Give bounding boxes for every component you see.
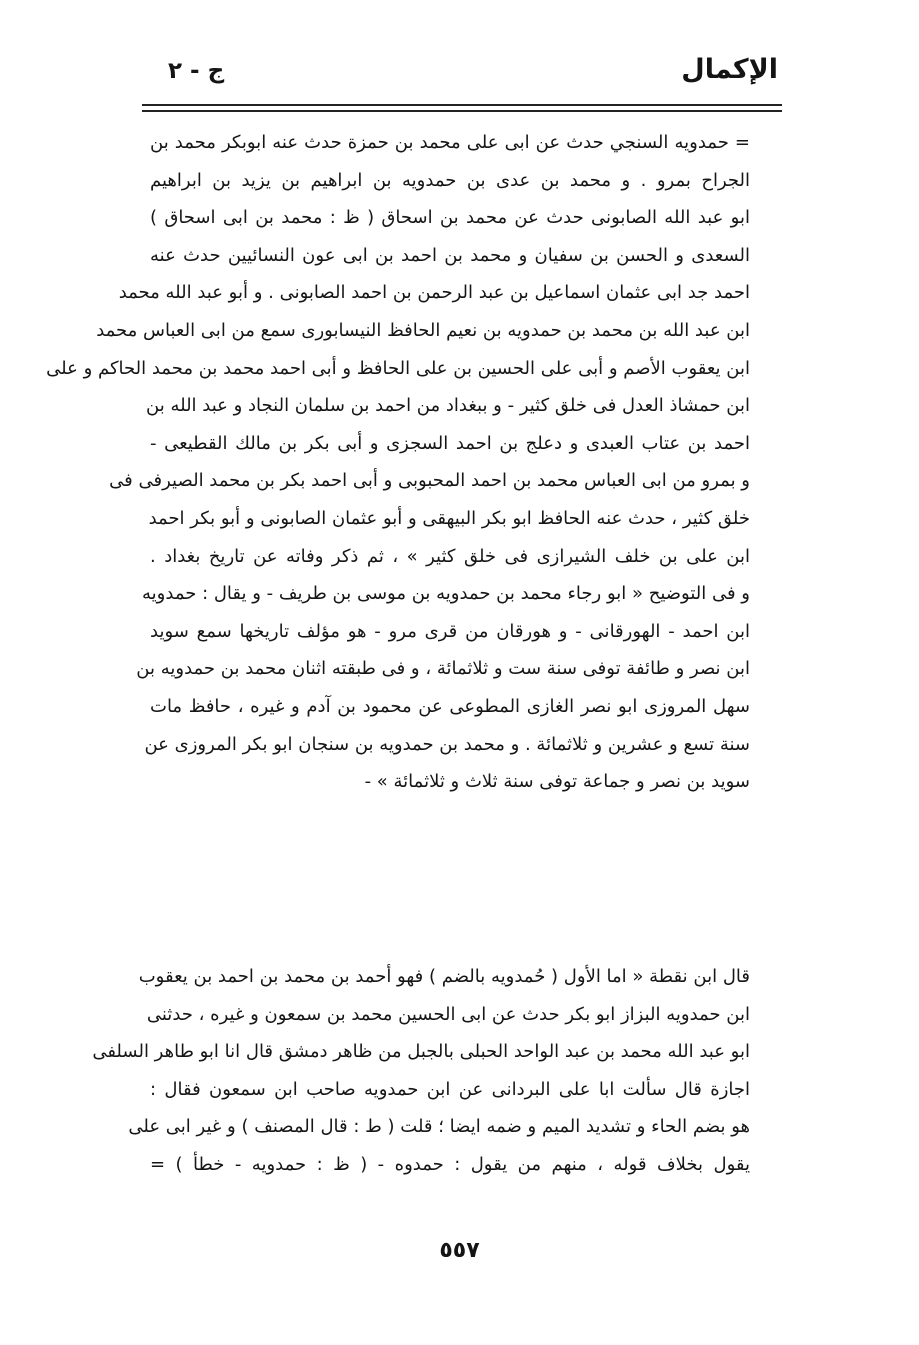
text-line: سنة تسع و عشرين و ثلاثمائة . و محمد بن حمدويه بن سنجان ابو بكر المروزى عن xyxy=(144,733,750,755)
paragraph-1 xyxy=(46,124,750,801)
running-title: الإكمال xyxy=(681,54,778,85)
text-line: ابن حمشاذ العدل فى خلق كثير - و ببغداد من احمد بن سلمان النجاد و عبد الله بن xyxy=(146,395,750,417)
text-line: ابن احمد - الهورقانى - و هورقان من قرى مرو - هو مؤلف تاريخها سمع سويد xyxy=(150,620,750,642)
text-line: ابن يعقوب الأصم و أبى على الحسين بن على الحافظ و أبى احمد محمد بن محمد الحاكم و على xyxy=(46,357,750,379)
text-line: و فى التوضيح « ابو رجاء محمد بن حمدويه بن موسى بن طريف - و يقال : حمدويه xyxy=(142,583,750,605)
text-line: سهل المروزى ابو نصر الغازى المطوعى عن محمود بن آدم و غيره ، حافظ مات xyxy=(150,695,750,717)
text-line: الجراح بمرو . و محمد بن عدى بن حمدويه بن ابراهيم بن يزيد بن ابراهيم xyxy=(150,169,750,191)
paragraph-2 xyxy=(92,958,750,1184)
text-line: احمد جد ابى عثمان اسماعيل بن عبد الرحمن بن احمد الصابونى . و أبو عبد الله محمد xyxy=(118,282,750,304)
page-header xyxy=(142,52,782,98)
text-line: ابو عبد الله الصابونى حدث عن محمد بن اسحاق ( ظ : محمد بن ابى اسحاق ) xyxy=(150,207,750,229)
header-rule-bottom xyxy=(142,110,782,112)
text-line: سويد بن نصر و جماعة توفى سنة ثلاث و ثلاثمائة » - xyxy=(364,771,750,793)
text-line: يقول بخلاف قوله ، منهم من يقول : حمدوه - ( ظ : حمدويه - خطأ ) = xyxy=(150,1153,750,1175)
text-line: ابو عبد الله محمد بن عبد الواحد الحبلى بالجبل من ظاهر دمشق قال انا ابو طاهر السلفى xyxy=(92,1041,750,1063)
text-line: و بمرو من ابى العباس محمد بن احمد المحبوبى و أبى احمد بكر بن محمد الصيرفى فى xyxy=(109,470,750,492)
page-number: ٥٥٧ xyxy=(439,1238,480,1263)
volume-label: ج - ٢ xyxy=(168,58,225,84)
text-line: خلق كثير ، حدث عنه الحافظ ابو بكر البيهقى و أبو عثمان الصابونى و أبو بكر احمد xyxy=(148,507,750,529)
text-line: ابن حمدويه البزاز ابو بكر حدث عن ابى الحسين محمد بن سمعون و غيره ، حدثنى xyxy=(146,1003,750,1025)
text-line: ابن نصر و طائفة توفى سنة ست و ثلاثمائة ، و فى طبقته اثنان محمد بن حمدويه بن xyxy=(136,658,750,680)
text-line: ابن على بن خلف الشيرازى فى خلق كثير » ، ثم ذكر وفاته عن تاريخ بغداد . xyxy=(150,545,750,567)
header-rule-top xyxy=(142,104,782,106)
text-line: قال ابن نقطة « اما الأول ( حُمدويه بالضم ) فهو أحمد بن محمد بن احمد بن يعقوب xyxy=(138,966,750,987)
text-line: = حمدويه السنجي حدث عن ابى على محمد بن حمزة حدث عنه ابوبكر محمد بن xyxy=(150,132,750,153)
text-line: اجازة قال سألت ابا على البردانى عن ابن حمدويه صاحب ابن سمعون فقال : xyxy=(150,1078,750,1100)
text-line: ابن عبد الله بن محمد بن حمدويه بن نعيم الحافظ النيسابورى سمع من ابى العباس محمد xyxy=(96,319,750,341)
text-line: السعدى و الحسن بن سفيان و محمد بن احمد بن ابى عون النسائيين حدث عنه xyxy=(150,244,750,266)
text-line: هو بضم الحاء و تشديد الميم و ضمه ايضا ؛ قلت ( ط : قال المصنف ) و غير ابى على xyxy=(128,1116,750,1138)
text-line: احمد بن عتاب العبدى و دعلج بن احمد السجزى و أبى بكر بن مالك القطيعى - xyxy=(150,432,750,454)
